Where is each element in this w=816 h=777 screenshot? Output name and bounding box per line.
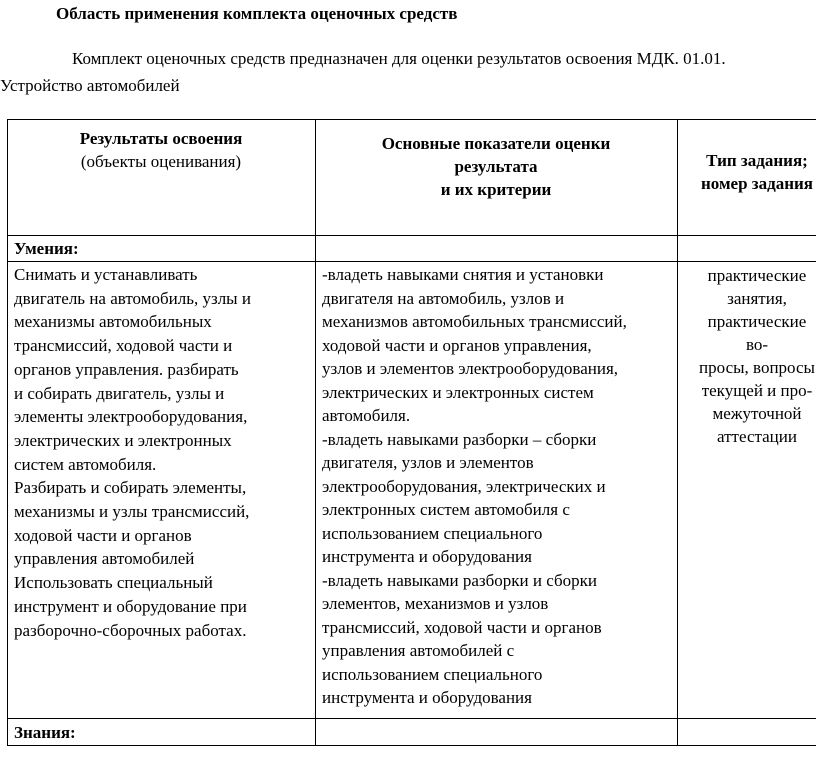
- table-border-top: [7, 119, 816, 120]
- table-border-bottom: [7, 745, 816, 746]
- cell-text-line: текущей и про-: [701, 381, 813, 400]
- cell-text-line: просы, вопросы: [699, 358, 815, 377]
- table-divider-knowledge: [7, 718, 816, 719]
- cell-text-line: двигатель на автомобиль, узлы и: [14, 288, 251, 308]
- cell-text-line: механизмы и узлы трансмиссий,: [14, 502, 250, 522]
- cell-text-line: электрических и электронных: [14, 430, 232, 450]
- header-task-type-line: номер задания: [700, 174, 814, 193]
- cell-text-line: ходовой части и органов управления,: [322, 335, 592, 355]
- cell-text-line: элементы электрооборудования,: [14, 407, 248, 427]
- cell-text-line: во-: [745, 335, 769, 354]
- cell-text-line: двигателя на автомобиль, узлов и: [322, 288, 565, 308]
- header-indicators-line: и их критерии: [440, 180, 552, 199]
- header-results-line: (объекты оценивания): [80, 152, 242, 171]
- cell-text-line: электрооборудования, электрических и: [322, 476, 606, 496]
- cell-text-line: электронных систем автомобиля с: [322, 500, 570, 519]
- cell-text-line: управления автомобилей: [14, 549, 195, 569]
- section-label-knowledge: Знания:: [14, 723, 76, 742]
- cell-text-line: ходовой части и органов: [14, 525, 192, 545]
- header-indicators-line: Основные показатели оценки: [381, 134, 611, 153]
- cell-text-line: инструмента и оборудования: [322, 547, 532, 566]
- intro-text-line-1: Комплект оценочных средств предназначен для оценки результатов освоения МДК. 01.01.: [72, 49, 726, 68]
- table-divider-header: [7, 235, 816, 236]
- header-indicators-line: результата: [454, 157, 538, 176]
- table-divider-col1: [315, 119, 316, 746]
- cell-text-line: инструмента и оборудования: [322, 688, 532, 707]
- header-task-type-line: Тип задания;: [706, 151, 808, 170]
- table-divider-skills: [7, 261, 816, 262]
- cell-text-line: инструмент и оборудование при: [14, 596, 247, 616]
- skills-task-type-cell: [677, 264, 816, 448]
- cell-text-line: -владеть навыками разборки – сборки: [322, 429, 597, 449]
- cell-text-line: органов управления. разбирать: [14, 359, 239, 379]
- cell-text-line: практические: [707, 266, 807, 285]
- cell-text-line: практические: [707, 312, 807, 331]
- cell-text-line: узлов и элементов электрооборудования,: [322, 359, 619, 378]
- table-border-left: [7, 119, 8, 746]
- cell-text-line: Снимать и устанавливать: [14, 265, 198, 284]
- cell-text-line: двигателя, узлов и элементов: [322, 453, 534, 472]
- cell-text-line: механизмов автомобильных трансмиссий,: [322, 312, 627, 331]
- header-task-type: [677, 149, 816, 195]
- cell-text-line: трансмиссий, ходовой части и органов: [322, 617, 602, 637]
- intro-text-line-2: Устройство автомобилей: [0, 76, 180, 95]
- cell-text-line: -владеть навыками снятия и установки: [322, 265, 604, 284]
- assessment-table: [7, 119, 816, 765]
- cell-text-line: занятия,: [727, 289, 787, 308]
- cell-text-line: Использовать специальный: [14, 573, 213, 593]
- cell-text-line: электрических и электронных систем: [322, 382, 594, 402]
- cell-text-line: Разбирать и собирать элементы,: [14, 478, 247, 498]
- page-title: Область применения комплекта оценочных средств: [56, 4, 458, 23]
- header-results: [7, 127, 315, 173]
- cell-text-line: механизмы автомобильных: [14, 312, 212, 332]
- header-results-line: Результаты освоения: [79, 129, 243, 148]
- cell-text-line: межуточной: [712, 404, 802, 423]
- cell-text-line: элементов, механизмов и узлов: [322, 594, 549, 613]
- cell-text-line: трансмиссий, ходовой части и: [14, 336, 233, 356]
- skills-indicators-cell: [322, 263, 677, 710]
- cell-text-line: использованием специального: [322, 664, 543, 684]
- cell-text-line: управления автомобилей с: [322, 641, 515, 660]
- cell-text-line: и собирать двигатель, узлы и: [14, 383, 225, 403]
- cell-text-line: аттестации: [717, 427, 797, 446]
- cell-text-line: автомобиля.: [322, 406, 411, 425]
- header-indicators: [315, 132, 677, 201]
- cell-text-line: разборочно-сборочных работах.: [14, 620, 247, 640]
- cell-text-line: использованием специального: [322, 523, 543, 543]
- cell-text-line: систем автомобиля.: [14, 454, 157, 474]
- skills-results-cell: [14, 263, 314, 642]
- section-label-skills: Умения:: [14, 239, 79, 258]
- cell-text-line: -владеть навыками разборки и сборки: [322, 570, 597, 590]
